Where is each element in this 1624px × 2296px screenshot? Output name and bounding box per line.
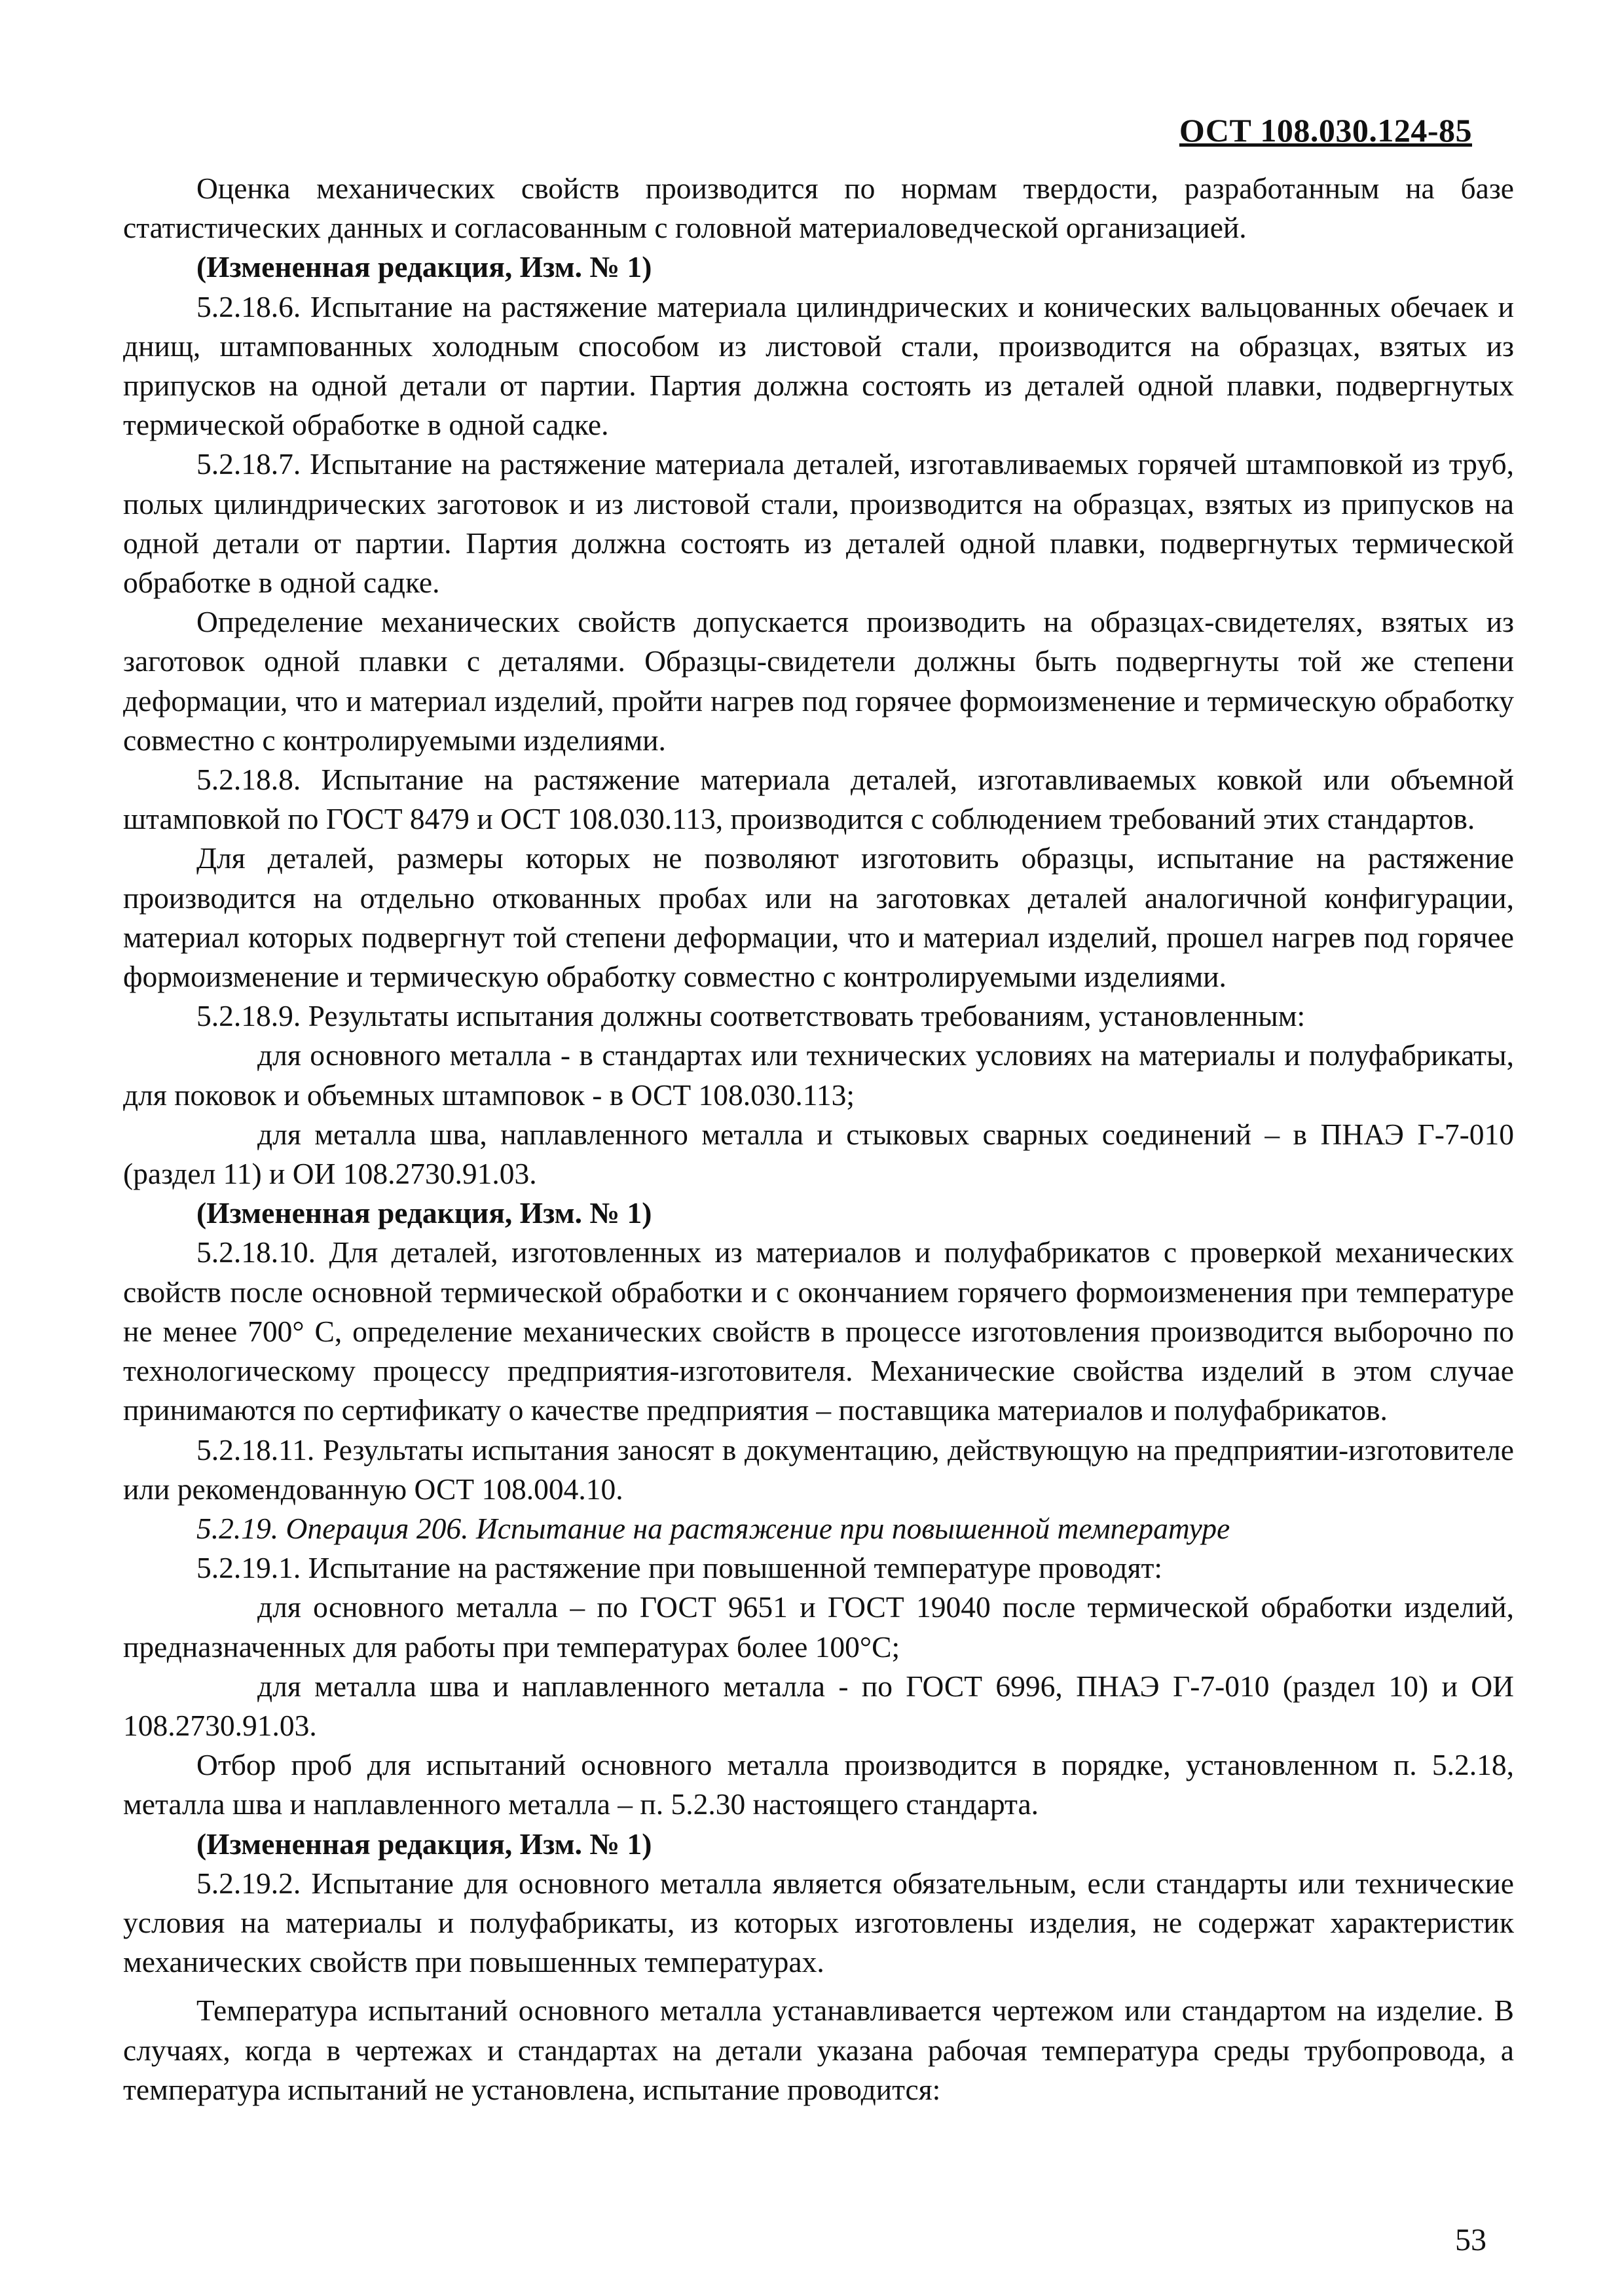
paragraph: Температура испытаний основного металла устанавливается чертежом или стандартом на изделие. В случаях, когда в чертежах и стандартах на детали указана рабочая температура среды трубопровода, а температура испытаний не установлена, испытание проводится:: [123, 1994, 1514, 2106]
paragraph: Определение механических свойств допускается производить на образцах-свидетелях, взятых из заготовок одной плавки с деталями. Образцы-свидетели должны быть подвергнуты той же степени деформации, что и материал изделий, пройти нагрев под горячее формоизменение и термическую обработку совместно с контролируемыми изделиями.: [123, 605, 1514, 757]
page-body: [123, 169, 1514, 2109]
paragraph: 5.2.18.9. Результаты испытания должны соответствовать требованиям, установленным:: [196, 999, 1306, 1033]
paragraph: 5.2.18.11. Результаты испытания заносят в документацию, действующую на предприятии-изготовителе или рекомендованную ОСТ 108.004.10.: [123, 1432, 1514, 1506]
document-code: ОСТ 108.030.124-85: [1179, 112, 1472, 149]
amendment-note: (Измененная редакция, Изм. № 1): [196, 1196, 652, 1230]
paragraph: 5.2.19.2. Испытание для основного металла является обязательным, если стандарты или технические условия на материалы и полуфабрикаты, из которых изготовлены изделия, не содержат характеристик механических свойств при повышенных температурах.: [123, 1866, 1514, 1979]
amendment-note: (Измененная редакция, Изм. № 1): [196, 1827, 652, 1861]
paragraph: 5.2.18.6. Испытание на растяжение материала цилиндрических и конических вальцованных обечаек и днищ, штампованных холодным способом из листовой стали, производится на образцах, взятых из припусков на одной детали от партии. Партия должна состоять из деталей одной плавки, подвергнутых термической обработке в одной садке.: [123, 289, 1514, 442]
paragraph: Для деталей, размеры которых не позволяют изготовить образцы, испытание на растяжение производится на отдельно откованных пробах или на заготовках деталей аналогичной конфигурации, материал которых подвергнут той степени деформации, что и материал изделий, прошел нагрев под горячее формоизменение и термическую обработку совместно с контролируемыми изделиями.: [123, 841, 1514, 994]
page-number: 53: [1455, 2223, 1486, 2257]
paragraph: для металла шва и наплавленного металла - по ГОСТ 6996, ПНАЭ Г-7-010 (раздел 10) и ОИ 108.2730.91.03.: [123, 1669, 1514, 1742]
paragraph: 5.2.18.10. Для деталей, изготовленных из материалов и полуфабрикатов с проверкой механических свойств после основной термической обработки и с окончанием горячего формоизменения при температуре не менее 700° С, определение механических свойств в процессе изготовления производится выборочно по технологическому процессу предприятия-изготовителя. Механические свойства изделий в этом случае принимаются по сертификату о качестве предприятия – поставщика материалов и полуфабрикатов.: [123, 1235, 1514, 1427]
paragraph: 5.2.18.8. Испытание на растяжение материала деталей, изготавливаемых ковкой или объемной штамповкой по ГОСТ 8479 и ОСТ 108.030.113, производится с соблюдением требований этих стандартов.: [123, 763, 1514, 836]
paragraph: 5.2.18.7. Испытание на растяжение материала деталей, изготавливаемых горячей штамповкой из труб, полых цилиндрических заготовок и из листовой стали, производится на образцах, взятых из припусков на одной детали от партии. Партия должна состоять из деталей одной плавки, подвергнутых термической обработке в одной садке.: [123, 447, 1514, 600]
paragraph: Оценка механических свойств производится по нормам твердости, разработанным на базе статистических данных и согласованным с головной материаловедческой организацией.: [123, 172, 1514, 245]
paragraph: для металла шва, наплавленного металла и стыковых сварных соединений – в ПНАЭ Г-7-010 (раздел 11) и ОИ 108.2730.91.03.: [123, 1117, 1514, 1191]
paragraph: 5.2.19.1. Испытание на растяжение при повышенной температуре проводят:: [196, 1551, 1163, 1585]
amendment-note: (Измененная редакция, Изм. № 1): [196, 250, 652, 284]
paragraph: для основного металла – по ГОСТ 9651 и ГОСТ 19040 после термической обработки изделий, предназначенных для работы при температурах более 100°С;: [123, 1590, 1514, 1664]
paragraph: для основного металла - в стандартах или технических условиях на материалы и полуфабрикаты, для поковок и объемных штамповок - в ОСТ 108.030.113;: [123, 1038, 1514, 1112]
section-heading: 5.2.19. Операция 206. Испытание на растяжение при повышенной температуре: [196, 1511, 1230, 1545]
paragraph: Отбор проб для испытаний основного металла производится в порядке, установленном п. 5.2.18, металла шва и наплавленного металла – п. 5.2.30 настоящего стандарта.: [123, 1748, 1514, 1821]
